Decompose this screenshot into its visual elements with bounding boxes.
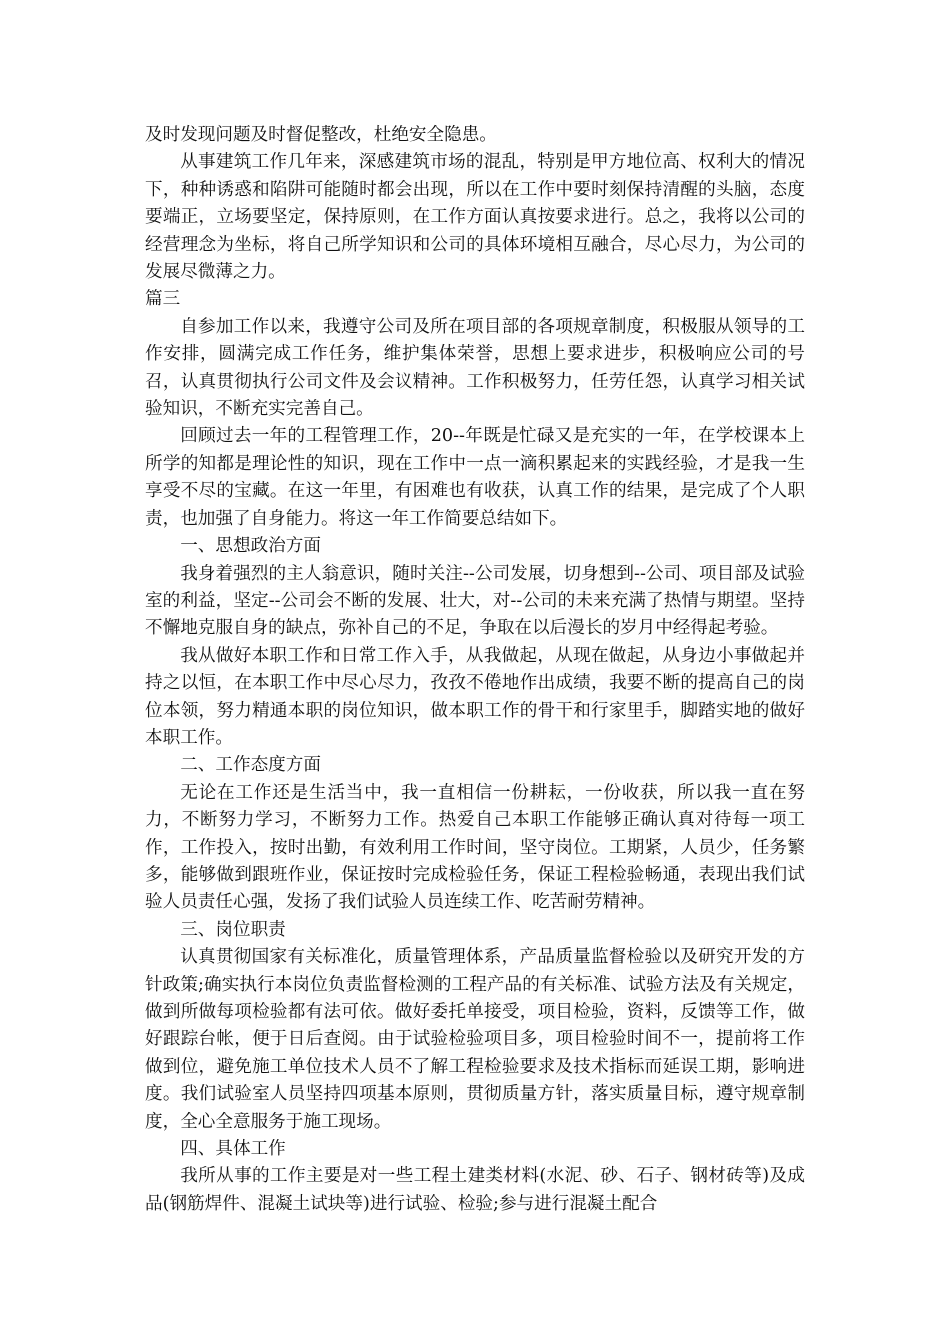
paragraph-2: 从事建筑工作几年来，深感建筑市场的混乱，特别是甲方地位高、权利大的情况下，种种诱惑和陷阱可能随时都会出现，所以在工作中要时刻保持清醒的头脑，态度要端正，立场要坚定，保持原则，在工作方面认真按要求进行。总之，我将以公司的经营理念为坐标，将自己所学知识和公司的具体环境相互融合，尽心尽力，为公司的发展尽微薄之力。 xyxy=(145,152,805,283)
paragraph-9: 我所从事的工作主要是对一些工程土建类材料(水泥、砂、石子、钢材砖等)及成品(钢筋焊件、混凝土试块等)进行试验、检验;参与进行混凝土配合 xyxy=(145,1166,805,1214)
paragraph-3: 自参加工作以来，我遵守公司及所在项目部的各项规章制度，积极服从领导的工作安排，圆满完成工作任务，维护集体荣誉，思想上要求进步，积极响应公司的号召，认真贯彻执行公司文件及会议精神。工作积极努力，任劳任怨，认真学习相关试验知识，不断充实完善自己。 xyxy=(145,316,805,420)
paragraph-5: 我身着强烈的主人翁意识，随时关注--公司发展，切身想到--公司、项目部及试验室的利益，坚定--公司会不断的发展、壮大，对--公司的未来充满了热情与期望。坚持不懈地克服自身的缺点，弥补自己的不足，争取在以后漫长的岁月中经得起考验。 xyxy=(145,563,805,639)
paragraph-1: 及时发现问题及时督促整改，杜绝安全隐患。 xyxy=(145,125,497,145)
heading-duties: 三、岗位职责 xyxy=(180,919,286,940)
heading-attitude: 二、工作态度方面 xyxy=(180,755,321,776)
heading-specific-work: 四、具体工作 xyxy=(180,1139,286,1160)
document-page xyxy=(145,122,805,1218)
section-title-part-three: 篇三 xyxy=(145,289,181,310)
heading-political: 一、思想政治方面 xyxy=(180,536,321,557)
paragraph-7: 无论在工作还是生活当中，我一直相信一份耕耘，一份收获，所以我一直在努力，不断努力学习，不断努力工作。热爱自己本职工作能够正确认真对待每一项工作，工作投入，按时出勤，有效利用工作时间，坚守岗位。工期紧，人员少，任务繁多，能够做到跟班作业，保证按时完成检验任务，保证工程检验畅通，表现出我们试验人员责任心强，发扬了我们试验人员连续工作、吃苦耐劳精神。 xyxy=(145,782,805,913)
paragraph-4: 回顾过去一年的工程管理工作，20--年既是忙碌又是充实的一年，在学校课本上所学的知都是理论性的知识，现在工作中一点一滴积累起来的实践经验，才是我一生享受不尽的宝藏。在这一年里，有困难也有收获，认真工作的结果，是完成了个人职责，也加强了自身能力。将这一年工作简要总结如下。 xyxy=(145,426,805,529)
paragraph-8: 认真贯彻国家有关标准化，质量管理体系，产品质量监督检验以及研究开发的方针政策;确实执行本岗位负责监督检测的工程产品的有关标准、试验方法及有关规定，做到所做每项检验都有法可依。做好委托单接受，项目检验，资料，反馈等工作，做好跟踪台帐，便于日后查阅。由于试验检验项目多，项目检验时间不一，提前将工作做到位，避免施工单位技术人员不了解工程检验要求及技术指标而延误工期，影响进度。我们试验室人员坚持四项基本原则，贯彻质量方针，落实质量目标，遵守规章制度，全心全意服务于施工现场。 xyxy=(145,947,805,1132)
paragraph-6: 我从做好本职工作和日常工作入手，从我做起，从现在做起，从身边小事做起并持之以恒，在本职工作中尽心尽力，孜孜不倦地作出成绩，我要不断的提高自己的岗位本领，努力精通本职的岗位知识，做本职工作的骨干和行家里手，脚踏实地的做好本职工作。 xyxy=(145,645,805,748)
